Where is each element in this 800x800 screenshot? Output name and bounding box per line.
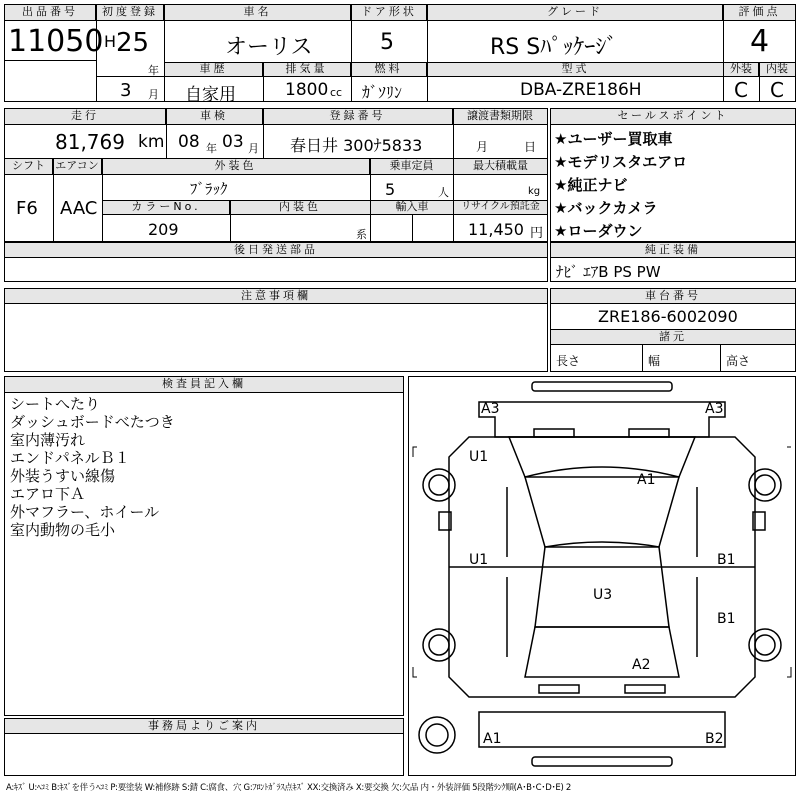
transfer-month: 月	[476, 140, 489, 154]
remark: 外マフラー、ホイール	[10, 503, 160, 521]
seats-value: 5	[385, 180, 396, 199]
damage-b2-rear: B2	[705, 731, 724, 747]
recycle-label: リサイクル預託金	[454, 201, 547, 215]
seats-label: 乗車定員	[370, 159, 453, 175]
height-label: 高さ	[726, 354, 751, 368]
int-value: C	[770, 78, 784, 102]
displacement-value: 1800	[285, 80, 329, 100]
car-outline-svg	[409, 377, 795, 775]
mileage-value: 81,769	[55, 130, 125, 154]
door-label: ドア形状	[352, 5, 427, 21]
inspection-label: 車検	[166, 109, 263, 125]
seats-unit: 人	[438, 186, 449, 199]
inspector-label: 検査員記入欄	[5, 377, 403, 393]
int-label: 内装	[759, 63, 795, 77]
selling-point: ★純正ナビ	[554, 176, 628, 194]
load-unit: kg	[528, 186, 541, 197]
later-parts-label: 後日発送部品	[5, 243, 547, 258]
genuine-value: ﾅﾋﾞ ｴｱB PS PW	[556, 263, 661, 281]
door-value: 5	[380, 30, 394, 55]
damage-u1-door: U1	[469, 552, 489, 568]
remark: エンドパネルＢ１	[10, 449, 130, 467]
selling-points-list	[554, 128, 687, 243]
history-value: 自家用	[185, 85, 236, 105]
remark: シートへたり	[10, 395, 101, 413]
insp-year: 08	[178, 132, 200, 152]
remark: ダッシュボードべたつき	[10, 413, 175, 431]
genuine-label: 純正装備	[551, 243, 795, 258]
color-no-label: カラーNo.	[103, 201, 230, 215]
plate-value: 春日井 300ﾅ5833	[290, 136, 423, 155]
int-color-unit: 系	[356, 228, 367, 241]
score-label: 評価点	[724, 5, 795, 21]
chassis-value: ZRE186-6002090	[598, 307, 738, 326]
score-value: 4	[750, 24, 770, 59]
fuel-value: ｶﾞｿﾘﾝ	[362, 83, 403, 102]
fuel-label: 燃料	[351, 63, 427, 77]
office-label: 事務局よりご案内	[5, 719, 403, 734]
plate-label: 登録番号	[263, 109, 453, 125]
selling-label: セールスポイント	[551, 109, 795, 125]
model-value: DBA-ZRE186H	[520, 80, 642, 100]
color-no-value: 209	[148, 220, 179, 239]
ext-value: C	[734, 78, 748, 102]
damage-a2-trunk: A2	[632, 657, 651, 673]
car-name: オーリス	[225, 35, 313, 60]
km-unit: km	[138, 132, 165, 152]
load-label: 最大積載量	[454, 159, 547, 175]
damage-u3-roof: U3	[593, 587, 613, 603]
yen-unit: 円	[530, 226, 544, 241]
shift-label: シフト	[5, 159, 53, 175]
ac-value: AAC	[60, 198, 98, 219]
chassis-label: 車台番号	[551, 289, 795, 304]
selling-point: ★モデリスタエアロ	[554, 153, 688, 171]
ac-label: エアコン	[53, 159, 102, 175]
reg-year: 25	[116, 28, 150, 58]
damage-u1-front: U1	[469, 449, 489, 465]
lot-number: 11050	[8, 24, 104, 59]
import-label: 輸入車	[371, 201, 453, 215]
damage-a3-right: A3	[705, 401, 724, 417]
displacement-label: 排気量	[263, 63, 351, 77]
remark: 外装うすい線傷	[10, 467, 116, 485]
remark: エアロ下Ａ	[10, 485, 86, 503]
era: H	[104, 32, 117, 51]
cc-unit: cc	[330, 86, 343, 99]
detail-block	[4, 108, 548, 242]
transfer-label: 譲渡書類期限	[453, 109, 547, 125]
remark: 室内動物の毛小	[10, 521, 116, 539]
first-reg-label: 初度登録	[97, 5, 164, 21]
car-name-label: 車名	[165, 5, 351, 21]
color-label: 外装色	[102, 159, 370, 175]
damage-a3-left: A3	[481, 401, 500, 417]
history-label: 車歴	[165, 63, 263, 77]
mileage-label: 走行	[5, 109, 166, 125]
reg-month-unit: 月	[148, 88, 159, 101]
dims-label: 諸元	[551, 330, 795, 345]
insp-year-unit: 年	[206, 142, 217, 155]
ext-label: 外装	[724, 63, 759, 77]
recycle-value: 11,450	[468, 220, 524, 239]
reg-month: 3	[120, 80, 132, 101]
lot-label: 出品番号	[5, 5, 96, 21]
grade-label: グレード	[428, 5, 723, 21]
width-label: 幅	[648, 354, 661, 368]
notes-label: 注意事項欄	[5, 289, 547, 304]
length-label: 長さ	[556, 354, 581, 368]
transfer-day: 日	[524, 140, 537, 154]
selling-point: ★ユーザー買取車	[554, 130, 673, 148]
color-value: ﾌﾞﾗｯｸ	[190, 180, 228, 198]
reg-year-unit: 年	[148, 64, 159, 77]
selling-point: ★ローダウン	[554, 222, 643, 240]
shift-value: F6	[16, 198, 38, 219]
int-color-label: 内装色	[230, 201, 370, 215]
insp-month: 03	[222, 132, 244, 152]
damage-b1-door: B1	[717, 552, 736, 568]
damage-a1-rear: A1	[483, 731, 502, 747]
remarks-list	[10, 395, 175, 539]
car-diagram	[408, 376, 796, 776]
model-label: 型式	[428, 63, 723, 77]
legend: A:ｷｽﾞ U:ﾍｺﾐ B:ｷｽﾞを伴うﾍｺﾐ P:要塗装 W:補修跡 S:錆 C:腐食、穴 G:ﾌﾛﾝﾄｶﾞﾗｽ点ｷｽﾞ XX:交換済み X:要交換 欠:欠品 内・外装評価 5段階ﾗﾝｸ順(A･B･C･D･E) 2	[6, 783, 572, 793]
insp-month-unit: 月	[248, 142, 259, 155]
selling-point: ★バックカメラ	[554, 199, 658, 217]
damage-a1-hood: A1	[637, 472, 656, 488]
remark: 室内薄汚れ	[10, 431, 86, 449]
grade-value: RS Sﾊﾟｯｹｰｼﾞ	[490, 35, 618, 60]
damage-b1-rear: B1	[717, 611, 736, 627]
